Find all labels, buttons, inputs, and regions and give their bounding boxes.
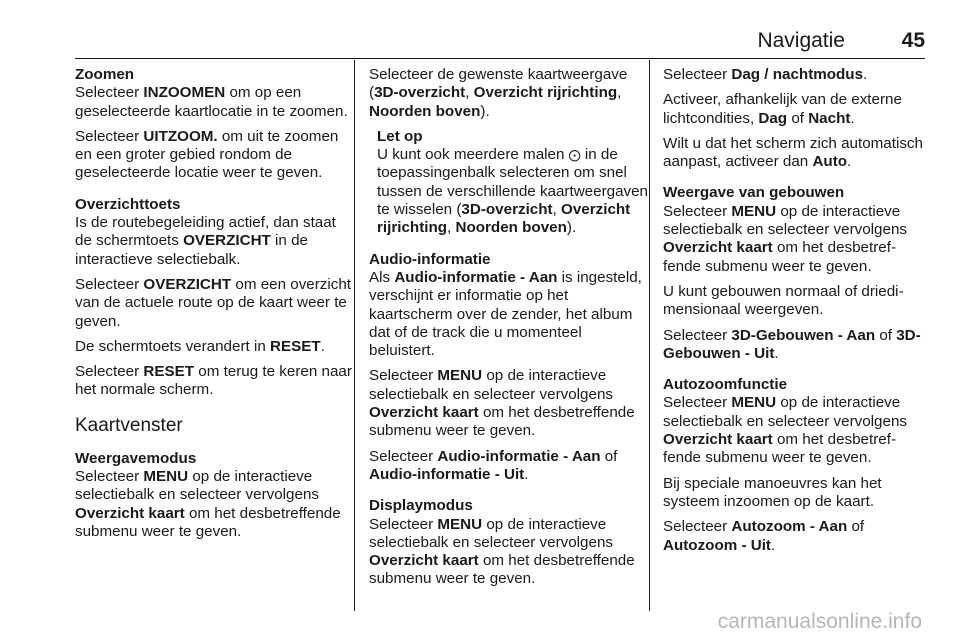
paragraph: Selecteer Autozoom - Aan of Autozoom - Uit.	[663, 518, 865, 554]
paragraph: Selecteer Audio-informatie - Aan of Audio-informatie - Uit.	[369, 447, 618, 483]
paragraph: Selecteer 3D-Gebouwen - Aan of 3D-Gebouwen - Uit.	[663, 326, 921, 362]
watermark: carmanualsonline.info	[717, 610, 922, 633]
note-text: U kunt ook meerdere malen ⨀ in de toepassingenbalk selecteren om snel tussen de verschillende kaartweergaven te wisselen (3D-overzicht, Overzicht rijrichting, Noorden boven).	[377, 146, 649, 237]
column-middle	[369, 66, 648, 596]
page-number: 45	[901, 29, 925, 52]
note-heading: Let op	[377, 127, 423, 145]
section-heading: Weergave van gebouwen	[663, 184, 845, 202]
paragraph: De schermtoets verandert in RESET.	[75, 337, 325, 355]
column-right	[663, 66, 925, 562]
paragraph: Selecteer MENU op de interactieve selectiebalk en selecteer vervolgens Overzicht kaart om het desbetreffende submenu weer te geven.	[369, 367, 635, 440]
section-heading: Displaymodus	[369, 497, 473, 515]
header-rule	[75, 58, 925, 59]
paragraph: Selecteer Dag / nachtmodus.	[663, 66, 868, 83]
section-heading: Audio-informatie	[369, 250, 491, 268]
paragraph: Als Audio-informatie - Aan is ingesteld, verschijnt er informatie op het kaartscherm over de zender, het album dat of de track die u momenteel beluistert.	[369, 268, 642, 360]
paragraph: Activeer, afhankelijk van de externe lichtcondities, Dag of Nacht.	[663, 91, 902, 127]
paragraph: Selecteer INZOOMEN om op een geselecteerde kaartlocatie in te zoomen.	[75, 84, 348, 120]
paragraph: Selecteer MENU op de interactieve selectiebalk en selecteer vervolgens Overzicht kaart om het desbetreffende submenu weer te geven.	[663, 202, 907, 275]
section-heading: Zoomen	[75, 66, 135, 83]
map-view-icon: ⨀	[568, 148, 581, 163]
paragraph: U kunt gebouwen normaal of driedimensionaal weergeven.	[663, 282, 904, 319]
section-heading: Weergavemodus	[75, 449, 197, 467]
paragraph: Selecteer MENU op de interactieve selectiebalk en selecteer vervolgens Overzicht kaart om het desbetreffende submenu weer te geven.	[75, 468, 341, 540]
paragraph: Is de routebegeleiding actief, dan staat de schermtoets OVERZICHT in de interactieve selectiebalk.	[75, 214, 336, 268]
paragraph: Selecteer OVERZICHT om een overzicht van de actuele route op de kaart weer te geven.	[75, 275, 352, 330]
section-heading: Autozoomfunctie	[663, 376, 788, 394]
note-box	[377, 128, 648, 238]
section-heading: Overzichttoets	[75, 195, 181, 213]
column-left	[75, 66, 353, 548]
paragraph: Selecteer MENU op de interactieve selectiebalk en selecteer vervolgens Overzicht kaart om het desbetreffende submenu weer te geven.	[663, 394, 907, 467]
paragraph: Selecteer UITZOOM. om uit te zoomen en een groter gebied rondom de geselecteerde locatie weer te geven.	[75, 127, 339, 182]
page-title: Navigatie	[757, 29, 845, 52]
paragraph: Selecteer RESET om terug te keren naar het normale scherm.	[75, 363, 352, 399]
paragraph: Wilt u dat het scherm zich automatisch aanpast, activeer dan Auto.	[663, 134, 923, 171]
chapter-heading: Kaartvenster	[75, 414, 183, 436]
page-header	[75, 28, 925, 54]
column-divider	[354, 60, 355, 611]
paragraph: Selecteer MENU op de interactieve selectiebalk en selecteer vervolgens Overzicht kaart om het desbetreffende submenu weer te geven.	[369, 515, 635, 588]
column-divider	[649, 60, 650, 611]
paragraph: Selecteer de gewenste kaartweergave (3D-overzicht, Overzicht rijrichting, Noorden boven).	[369, 66, 628, 120]
paragraph: Bij speciale manoeuvres kan het systeem inzoomen op de kaart.	[663, 474, 882, 510]
